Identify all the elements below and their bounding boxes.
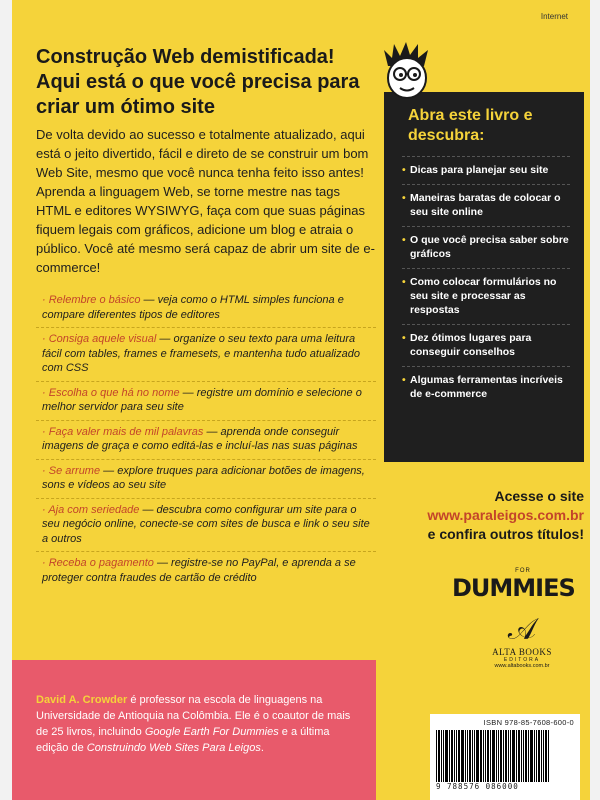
dummies-mascot-icon — [374, 38, 444, 108]
barcode-bar — [521, 730, 522, 782]
barcode-bar — [469, 730, 471, 782]
highlight-item: • Como colocar formulários no seu site e processar as respostas — [402, 268, 570, 324]
barcode-bar — [441, 730, 442, 782]
barcode-bar — [510, 730, 511, 782]
website-promo — [384, 487, 584, 544]
barcode-bar — [525, 730, 527, 782]
barcode-bar — [534, 730, 535, 782]
isbn-text: ISBN 978-85-7608-600-0 — [483, 718, 574, 727]
barcode-bar — [528, 730, 529, 782]
feature-item: · Faça valer mais de mil palavras — aprenda onde conseguir imagens de graça e como editá-las e incluí-las nas suas páginas — [36, 420, 376, 454]
barcode-bar — [523, 730, 524, 782]
barcode-bar — [505, 730, 507, 782]
highlights-list — [402, 156, 570, 408]
barcode-bar — [456, 730, 457, 782]
barcode-bar — [449, 730, 450, 782]
barcode-bar — [443, 730, 444, 782]
highlight-item: • Dicas para planejar seu site — [402, 156, 570, 184]
barcode-bar — [454, 730, 455, 782]
highlight-item: • O que você precisa saber sobre gráficos — [402, 226, 570, 268]
barcode-bar — [436, 730, 437, 782]
barcode-bar — [487, 730, 489, 782]
book-back-cover — [12, 0, 590, 800]
publisher-website: www.altabooks.com.br — [494, 663, 550, 669]
barcode-bar — [485, 730, 486, 782]
highlights-title: Abra este livro e descubra: — [408, 107, 533, 144]
barcode-bars — [436, 730, 574, 782]
barcode-bar — [498, 730, 499, 782]
barcode-bar — [483, 730, 484, 782]
publisher-name: ALTA BOOKS — [492, 647, 552, 657]
barcode — [430, 714, 580, 800]
barcode-bar — [500, 730, 502, 782]
isbn-digits: 9 788576 086000 — [436, 782, 519, 791]
feature-item: · Consiga aquele visual — organize o seu texto para uma leitura fácil com tables, frames e framesets, e mantenha tudo atualizado com CSS — [36, 327, 376, 376]
barcode-bar — [445, 730, 448, 782]
headline: Construção Web demistificada! Aqui está o que você precisa para criar um ótimo site — [36, 46, 360, 118]
barcode-bar — [451, 730, 453, 782]
intro-paragraph: De volta devido ao sucesso e totalmente atualizado, aqui está o jeito divertido, fácil e direto de se construir um bom Web Site, mesmo que você nunca tenha feito isso antes! Aprenda a linguagem Web, se torne mestre nas tags HTML e editores WYSIWYG, faça com que suas páginas fiquem legais com gráficos, adicione um blog e atraia o público. Você até mesmo será capaz de abrir um site de e-commerce! — [36, 127, 375, 275]
publisher-logo — [482, 613, 562, 669]
feature-item: · Receba o pagamento — registre-se no PayPal, e aprenda a se proteger contra fraudes de cartão de crédito — [36, 551, 376, 585]
barcode-bar — [538, 730, 540, 782]
barcode-bar — [548, 730, 549, 782]
website-line-1: Acesse o site — [494, 488, 584, 504]
barcode-bar — [472, 730, 473, 782]
publisher-a-icon: 𝒜 — [507, 612, 537, 647]
feature-item: · Se arrume — explore truques para adicionar botões de imagens, sons e vídeos ao seu site — [36, 459, 376, 493]
barcode-bar — [516, 730, 517, 782]
highlight-item: • Maneiras baratas de colocar o seu site online — [402, 184, 570, 226]
barcode-bar — [492, 730, 495, 782]
barcode-bar — [496, 730, 497, 782]
dummies-logo-for: FOR — [515, 568, 531, 574]
barcode-bar — [490, 730, 491, 782]
highlight-item: • Algumas ferramentas incríveis de e-commerce — [402, 366, 570, 408]
dummies-logo — [452, 568, 575, 602]
barcode-bar — [461, 730, 464, 782]
highlights-box — [384, 92, 584, 462]
dummies-logo-word: DUMMIES — [452, 574, 575, 602]
feature-list — [36, 293, 376, 590]
barcode-bar — [508, 730, 509, 782]
barcode-bar — [512, 730, 515, 782]
website-line-3: e confira outros títulos! — [427, 526, 584, 542]
author-name: David A. Crowder — [36, 694, 128, 706]
barcode-bar — [467, 730, 468, 782]
barcode-bar — [543, 730, 544, 782]
feature-item: · Escolha o que há no nome — registre um domínio e selecione o melhor servidor para seu site — [36, 381, 376, 415]
barcode-bar — [530, 730, 533, 782]
author-bio: David A. Crowder é professor na escola de linguagens na Universidade de Antioquia na Colômbia. Ele é o coautor de mais de 25 livros, incluindo Google Earth For Dummies e a última edição de Construindo Web Sites Para Leigos. — [12, 660, 376, 800]
barcode-bar — [480, 730, 482, 782]
highlight-item: • Dez ótimos lugares para conseguir conselhos — [402, 324, 570, 366]
website-url[interactable]: www.paraleigos.com.br — [427, 507, 584, 523]
publisher-sub: EDITORA — [503, 657, 541, 663]
feature-item: · Relembre o básico — veja como o HTML simples funciona e compare diferentes tipos de editores — [42, 294, 344, 321]
barcode-bar — [474, 730, 475, 782]
barcode-bar — [503, 730, 504, 782]
barcode-bar — [476, 730, 479, 782]
barcode-bar — [536, 730, 537, 782]
barcode-bar — [541, 730, 542, 782]
category-label: Internet — [540, 12, 568, 21]
barcode-bar — [458, 730, 460, 782]
barcode-bar — [465, 730, 466, 782]
barcode-bar — [438, 730, 440, 782]
barcode-bar — [545, 730, 547, 782]
feature-item: · Aja com seriedade — descubra como configurar um site para o seu negócio online, conecte-se com sites de busca e link o seu site a outros — [36, 498, 376, 547]
barcode-bar — [518, 730, 520, 782]
